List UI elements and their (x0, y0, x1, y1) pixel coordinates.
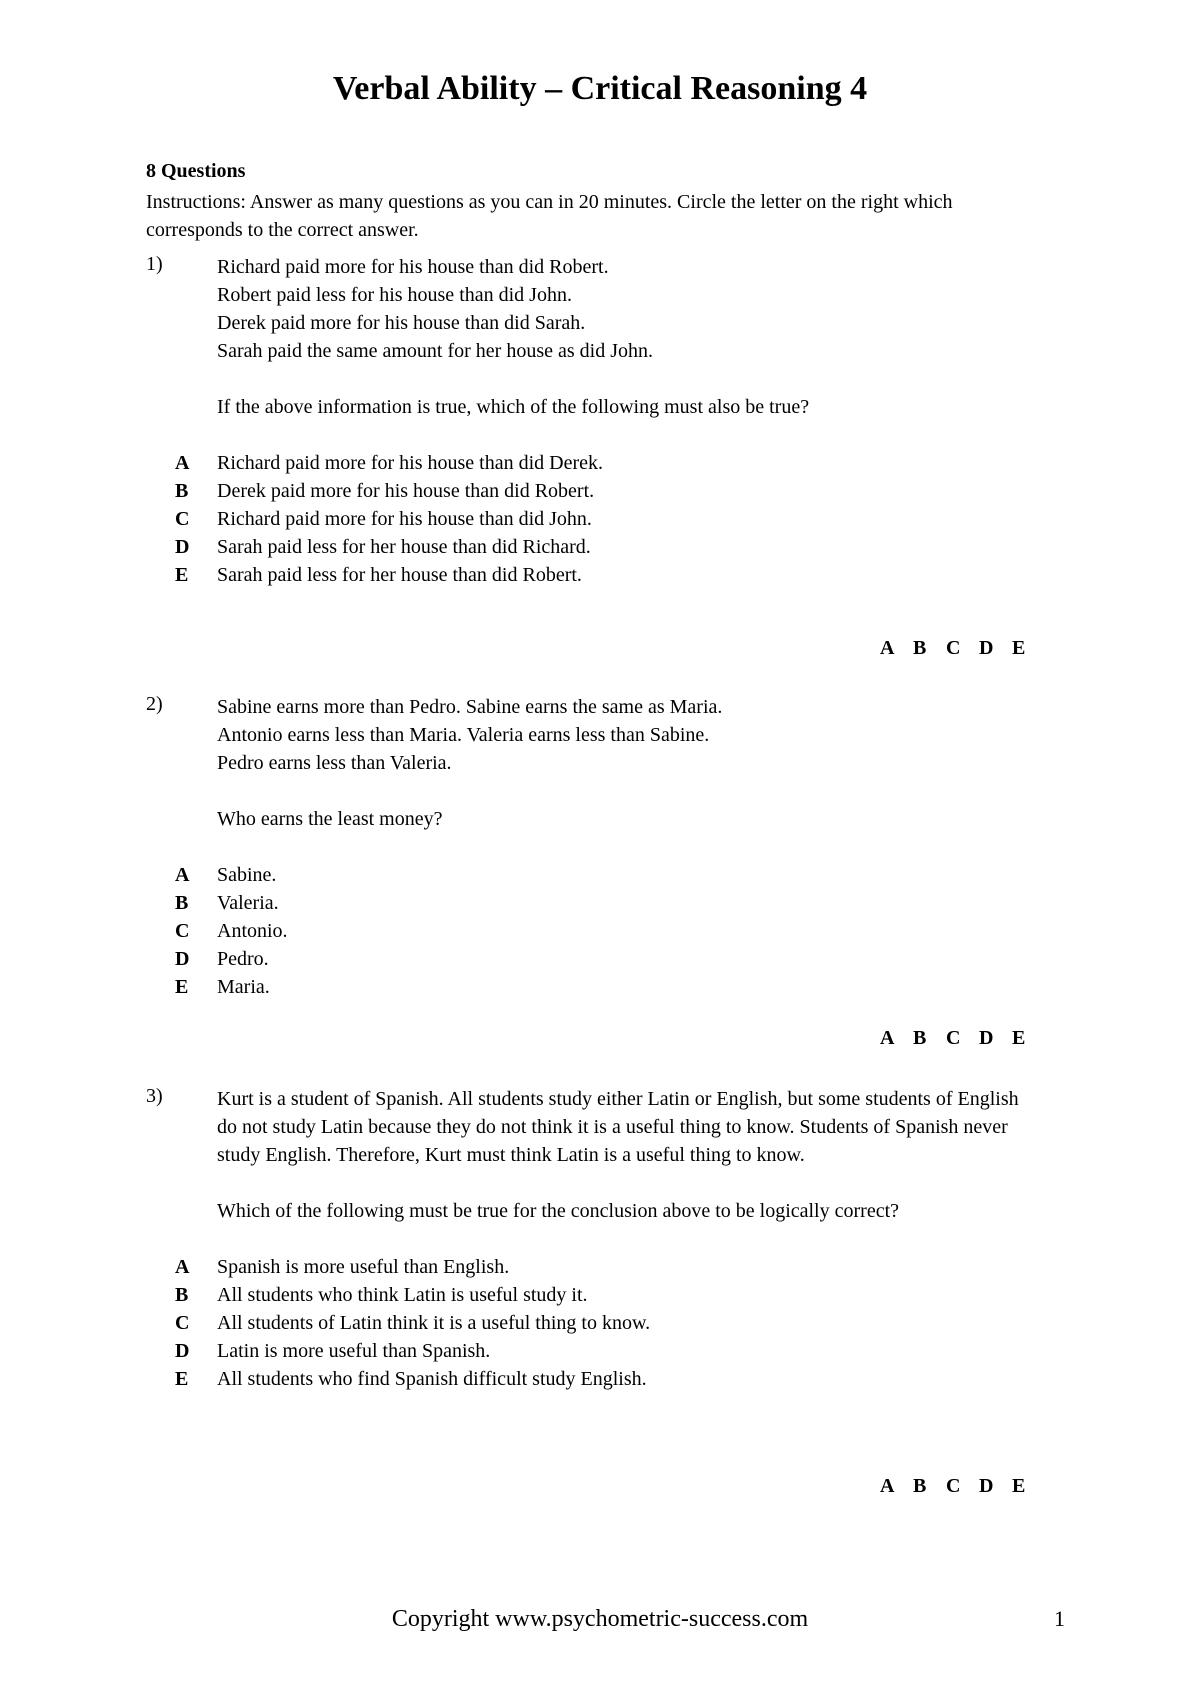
page-number: 1 (1054, 1606, 1065, 1631)
option-text: Sarah paid less for her house than did Robert. (217, 564, 582, 586)
option-text: Derek paid more for his house than did Robert. (217, 480, 595, 502)
option-c (175, 505, 1037, 533)
question-body (175, 1085, 1037, 1393)
option-text: Richard paid more for his house than did Derek. (217, 452, 604, 474)
answer-choice-a[interactable]: A (880, 637, 895, 659)
option-letter: B (175, 892, 189, 914)
option-letter: C (175, 508, 190, 530)
copyright-footer: Copyright www.psychometric-success.com (391, 1606, 809, 1632)
answer-choice-a[interactable]: A (880, 1475, 895, 1497)
option-text: All students who think Latin is useful study it. (217, 1284, 588, 1306)
option-letter: D (175, 948, 190, 970)
option-a (175, 449, 1037, 477)
option-letter: C (175, 920, 190, 942)
option-letter: E (175, 564, 189, 586)
option-text: Maria. (217, 976, 270, 998)
option-text: Latin is more useful than Spanish. (217, 1340, 491, 1362)
option-letter: A (175, 864, 190, 886)
question-body (175, 253, 1037, 589)
answer-choice-b[interactable]: B (913, 1027, 927, 1049)
option-letter: A (175, 452, 190, 474)
option-text: Sabine. (217, 864, 277, 886)
option-text: Richard paid more for his house than did John. (217, 508, 592, 530)
option-c (175, 1309, 1037, 1337)
option-letter: D (175, 1340, 190, 1362)
answer-choice-d[interactable]: D (979, 1027, 994, 1049)
stem-line: Richard paid more for his house than did Robert. (217, 256, 609, 278)
option-a (175, 1253, 1037, 1281)
option-b (175, 477, 1037, 505)
option-text: Spanish is more useful than English. (217, 1256, 510, 1278)
answer-choice-c[interactable]: C (946, 1027, 961, 1049)
option-a (175, 861, 1037, 889)
stem-line: Antonio earns less than Maria. Valeria earns less than Sabine. (217, 724, 710, 746)
option-letter: A (175, 1256, 190, 1278)
answer-choice-c[interactable]: C (946, 1475, 961, 1497)
stem-line: Sarah paid the same amount for her house as did John. (217, 340, 654, 362)
option-e (175, 561, 1037, 589)
question-prompt: Which of the following must be true for the conclusion above to be logically correct? (217, 1200, 900, 1222)
answer-choice-b[interactable]: B (913, 637, 927, 659)
option-text: Pedro. (217, 948, 269, 970)
answer-choice-e[interactable]: E (1012, 1027, 1026, 1049)
option-text: Sarah paid less for her house than did Richard. (217, 536, 591, 558)
question-body (175, 693, 1037, 1001)
page-title: Verbal Ability – Critical Reasoning 4 (332, 70, 868, 107)
option-b (175, 1281, 1037, 1309)
option-text: All students who find Spanish difficult study English. (217, 1368, 647, 1390)
questions-count: 8 Questions (146, 160, 246, 182)
question-number: 1) (146, 253, 163, 275)
question-prompt: If the above information is true, which of the following must also be true? (217, 396, 810, 418)
option-letter: B (175, 1284, 189, 1306)
option-letter: E (175, 976, 189, 998)
option-letter: E (175, 1368, 189, 1390)
option-d (175, 1337, 1037, 1365)
option-letter: D (175, 536, 190, 558)
answer-choice-b[interactable]: B (913, 1475, 927, 1497)
answer-choices-1 (880, 637, 1045, 660)
instructions: Instructions: Answer as many questions as you can in 20 minutes. Circle the letter on the right which corresponds to the correct answer. (146, 191, 953, 241)
option-d (175, 945, 1037, 973)
answer-choice-d[interactable]: D (979, 1475, 994, 1497)
question-prompt: Who earns the least money? (217, 808, 443, 830)
stem-line: Derek paid more for his house than did Sarah. (217, 312, 586, 334)
question-number: 2) (146, 693, 163, 715)
answer-choice-a[interactable]: A (880, 1027, 895, 1049)
stem-line: Sabine earns more than Pedro. Sabine earns the same as Maria. (217, 696, 723, 718)
question-number: 3) (146, 1085, 163, 1107)
option-text: Antonio. (217, 920, 288, 942)
answer-choice-e[interactable]: E (1012, 1475, 1026, 1497)
option-d (175, 533, 1037, 561)
option-b (175, 889, 1037, 917)
option-text: All students of Latin think it is a useful thing to know. (217, 1312, 651, 1334)
stem-line: Robert paid less for his house than did John. (217, 284, 572, 306)
stem-paragraph: Kurt is a student of Spanish. All students study either Latin or English, but some students of English do not study Latin because they do not think it is a useful thing to know. Students of Spanish never study English. Therefore, Kurt must think Latin is a useful thing to know. (217, 1088, 1019, 1166)
option-e (175, 973, 1037, 1001)
options-list (175, 1253, 1037, 1393)
answer-choices-2 (880, 1027, 1045, 1050)
answer-choice-e[interactable]: E (1012, 637, 1026, 659)
option-letter: B (175, 480, 189, 502)
option-e (175, 1365, 1037, 1393)
answer-choice-d[interactable]: D (979, 637, 994, 659)
answer-choice-c[interactable]: C (946, 637, 961, 659)
option-letter: C (175, 1312, 190, 1334)
answer-choices-3 (880, 1475, 1045, 1498)
options-list (175, 861, 1037, 1001)
stem-line: Pedro earns less than Valeria. (217, 752, 452, 774)
option-c (175, 917, 1037, 945)
option-text: Valeria. (217, 892, 279, 914)
options-list (175, 449, 1037, 589)
